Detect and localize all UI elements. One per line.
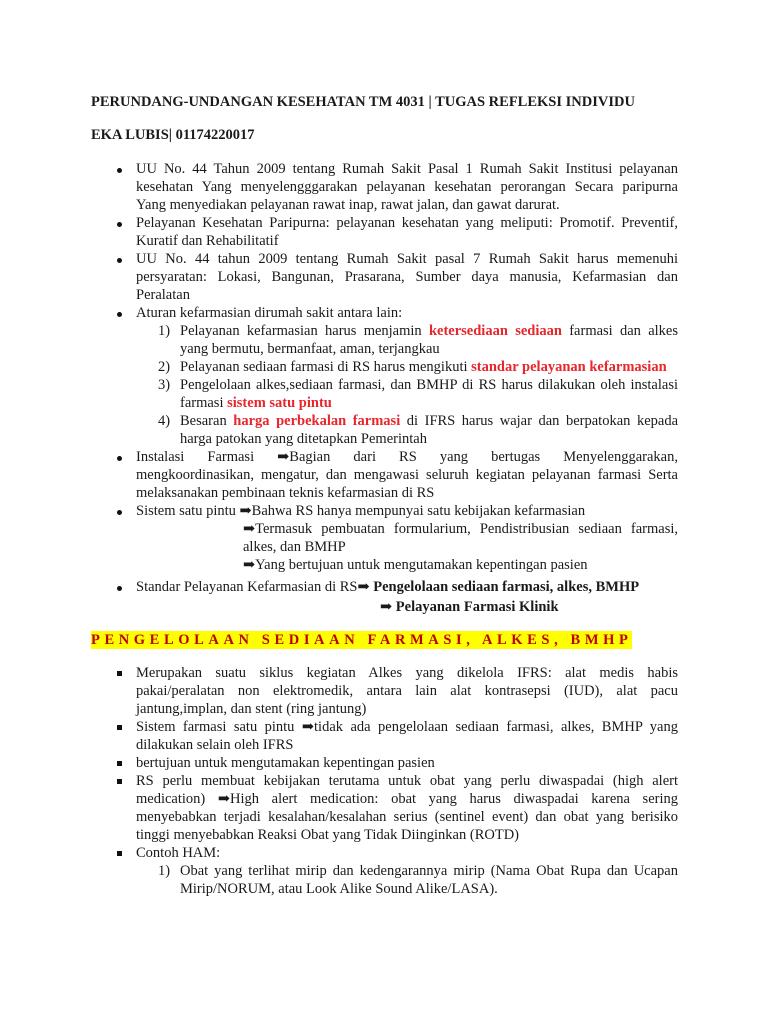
emphasis-text: standar pelayanan kefarmasian (471, 359, 667, 375)
bullet-text: Standar Pelayanan Kefarmasian di RS➡ Pengelolaan sediaan farmasi, alkes, BMHP (136, 579, 640, 595)
bullet-text: persyaratan: Lokasi, Bangunan, Prasarana, Sumber daya manusia, Kefarmasian dan (136, 269, 678, 285)
list-item-text: Obat yang terlihat mirip dan kedengarannya mirip (Nama Obat Rupa dan Ucapan (180, 863, 678, 879)
list-item-text: Pengelolaan alkes,sediaan farmasi, dan BMHP di RS harus dilakukan oleh instalasi (180, 377, 678, 393)
section-heading: PENGELOLAAN SEDIAAN FARMASI, ALKES, BMHP (91, 632, 633, 648)
bullet-continuation: alkes, dan BMHP (243, 539, 346, 555)
bullet-text: Sistem farmasi satu pintu ➡tidak ada pengelolaan sediaan farmasi, alkes, BMHP yang (136, 719, 678, 735)
bullet-text: Aturan kefarmasian dirumah sakit antara lain: (136, 305, 403, 321)
bullet-continuation: ➡ Pelayanan Farmasi Klinik (380, 599, 559, 615)
arrow-icon: ➡ (357, 579, 370, 595)
emphasis-text: ketersediaan sediaan (428, 323, 562, 339)
bullet-text: mengkoordinasikan, mengatur, dan mengawasi seluruh kegiatan pelayanan farmasi Serta (136, 467, 678, 483)
emphasis-text: harga perbekalan farmasi (233, 413, 401, 429)
bullet-text: dilakukan selain oleh IFRS (136, 737, 294, 753)
bullet-icon (117, 456, 122, 461)
square-bullet-icon (117, 725, 122, 730)
bullet-text: pakai/peralatan non elektromedik, antara lain alat kontrasepsi (IUD), alat pacu (136, 683, 678, 699)
bullet-text: jantung,implan, dan stent (ring jantung) (136, 701, 367, 717)
bullet-text: melaksanakan pembinaan teknis kefarmasian di RS (136, 485, 435, 501)
bullet-text: RS perlu membuat kebijakan terutama untuk obat yang perlu diwaspadai (high alert (136, 773, 678, 789)
author-line: EKA LUBIS| 01174220017 (91, 127, 255, 143)
bullet-text: medication) ➡High alert medication: obat yang harus diwaspadai karena sering (136, 791, 678, 807)
bullet-text: Contoh HAM: (136, 845, 221, 861)
bullet-text: kesehatan Yang menyelengggarakan pelayanan kesehatan perorangan Secara paripurna (136, 179, 678, 195)
bullet-text: UU No. 44 Tahun 2009 tentang Rumah Sakit Pasal 1 Rumah Sakit Institusi pelayanan (136, 161, 678, 177)
bullet-continuation: ➡Termasuk pembuatan formularium, Pendistribusian sediaan farmasi, (243, 521, 678, 537)
list-item-text: harga patokan yang ditetapkan Pemerintah (180, 431, 427, 447)
list-item-text: Pelayanan sediaan farmasi di RS harus mengikuti standar pelayanan kefarmasian (180, 359, 667, 375)
square-bullet-icon (117, 779, 122, 784)
bullet-text: Instalasi Farmasi ➡Bagian dari RS yang bertugas Menyelenggarakan, (136, 449, 678, 465)
bullet-text: Kuratif dan Rehabilitatif (136, 233, 279, 249)
bullet-icon (117, 168, 122, 173)
list-item-text: yang bermutu, bermanfaat, aman, terjangkau (180, 341, 440, 357)
bullet-text: Pelayanan Kesehatan Paripurna: pelayanan kesehatan yang meliputi: Promotif. Preventif, (136, 215, 678, 231)
bullet-text: Peralatan (136, 287, 190, 303)
bullet-icon (117, 222, 122, 227)
bullet-text: UU No. 44 tahun 2009 tentang Rumah Sakit pasal 7 Rumah Sakit harus memenuhi (136, 251, 678, 267)
list-number: 3) (158, 377, 171, 393)
square-bullet-icon (117, 671, 122, 676)
bullet-continuation: ➡Yang bertujuan untuk mengutamakan kepentingan pasien (243, 557, 588, 573)
list-item-text: Pelayanan kefarmasian harus menjamin ketersediaan sediaan farmasi dan alkes (180, 323, 678, 339)
bullet-text: menyebabkan terjadi kesalahan/kesalahan serius (sentinel event) dan obat yang berisiko (136, 809, 678, 825)
list-item-text: Besaran harga perbekalan farmasi di IFRS harus wajar dan berpatokan kepada (180, 413, 679, 429)
bullet-text: Yang menyediakan pelayanan rawat inap, rawat jalan, dan gawat darurat. (136, 197, 560, 213)
bullet-text: bertujuan untuk mengutamakan kepentingan pasien (136, 755, 435, 771)
list-number: 1) (158, 863, 171, 879)
bullet-icon (117, 586, 122, 591)
square-bullet-icon (117, 761, 122, 766)
bullet-text: Merupakan suatu siklus kegiatan Alkes yang dikelola IFRS: alat medis habis (136, 665, 678, 681)
list-item-text: Mirip/NORUM, atau Look Alike Sound Alike/LASA). (180, 881, 498, 897)
list-item-text: farmasi sistem satu pintu (180, 395, 332, 411)
bullet-text: Sistem satu pintu ➡Bahwa RS hanya mempunyai satu kebijakan kefarmasian (136, 503, 586, 519)
bullet-text: tinggi menyebabkan Reaksi Obat yang Tidak Diinginkan (ROTD) (136, 827, 519, 843)
bullet-icon (117, 312, 122, 317)
emphasis-text: sistem satu pintu (227, 395, 332, 411)
bullet-icon (117, 258, 122, 263)
list-number: 2) (158, 359, 171, 375)
square-bullet-icon (117, 851, 122, 856)
list-number: 4) (158, 413, 171, 429)
bullet-icon (117, 510, 122, 515)
document-title: PERUNDANG-UNDANGAN KESEHATAN TM 4031 | TUGAS REFLEKSI INDIVIDU (91, 94, 635, 110)
list-number: 1) (158, 323, 171, 339)
